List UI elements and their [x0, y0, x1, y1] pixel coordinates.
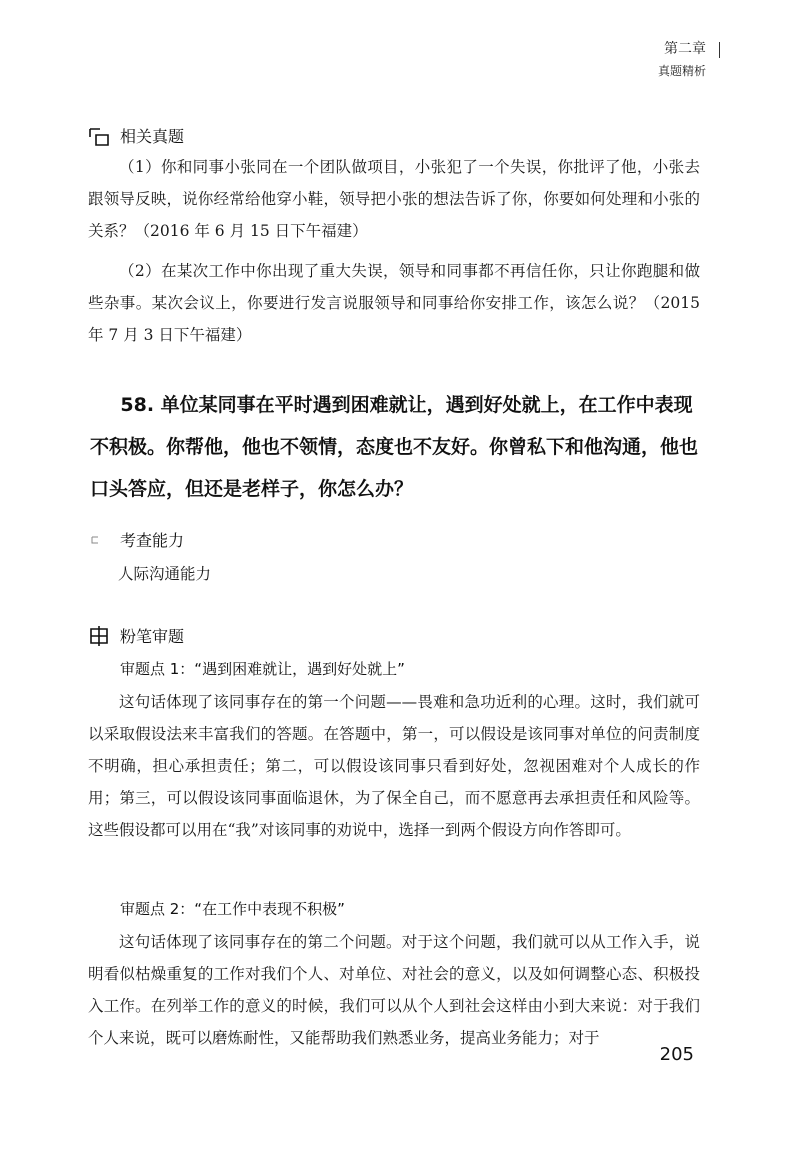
analysis-title: 粉笔审题: [120, 627, 185, 646]
ability-title: 考查能力: [120, 531, 185, 550]
ability-heading: [88, 528, 184, 551]
chapter-subtitle: 真题精析: [657, 64, 706, 78]
header-divider: [719, 42, 720, 58]
related-question-1: （1）你和同事小张同在一个团队做项目，小张犯了一个失误，你批评了他，小张去跟领导反映，说你经常给他穿小鞋，领导把小张的想法告诉了你，你要如何处理和小张的关系？（2016 年 6 月 15 日下午福建）: [88, 158, 700, 240]
review-point-2-title: 审题点 2：“在工作中表现不积极”: [120, 900, 345, 918]
page-number: 205: [659, 1044, 694, 1065]
review-point-1-title: 审题点 1：“遇到困难就让，遇到好处就上”: [120, 660, 405, 678]
related-questions-title: 相关真题: [120, 127, 185, 146]
ability-text: 人际沟通能力: [118, 565, 212, 583]
question-58: 58. 单位某同事在平时遇到困难就让，遇到好处就上，在工作中表现不积极。你帮他，他也不领情，态度也不友好。你曾私下和他沟通，他也口头答应，但还是老样子，你怎么办？: [90, 394, 699, 500]
related-questions-heading: [88, 124, 184, 147]
section-bracket-icon: [88, 125, 112, 147]
chapter-label: 第二章: [664, 41, 706, 57]
section-mark-icon: [88, 529, 112, 551]
review-point-2-text: 这句话体现了该同事存在的第二个问题。对于这个问题，我们就可以从工作入手，说明看似枯燥重复的工作对我们个人、对单位、对社会的意义，以及如何调整心态、积极投入工作。在列举工作的意义的时候，我们可以从个人到社会这样由小到大来说：对于我们个人来说，既可以磨炼耐性，又能帮助我们熟悉业务，提高业务能力；对于: [88, 933, 700, 1047]
related-question-2: （2）在某次工作中你出现了重大失误，领导和同事都不再信任你，只让你跑腿和做些杂事。某次会议上，你要进行发言说服领导和同事给你安排工作，该怎么说？（2015 年 7 月 3 日下午福建）: [88, 262, 700, 344]
review-point-1-text: 这句话体现了该同事存在的第一个问题——畏难和急功近利的心理。这时，我们就可以采取假设法来丰富我们的答题。在答题中，第一，可以假设是该同事对单位的问责制度不明确，担心承担责任；第二，可以假设该同事只看到好处，忽视困难对个人成长的作用；第三，可以假设该同事面临退休，为了保全自己，而不愿意再去承担责任和风险等。这些假设都可以用在“我”对该同事的劝说中，选择一到两个假设方向作答即可。: [88, 693, 700, 839]
section-grid-icon: [88, 625, 112, 647]
running-header: [658, 40, 706, 79]
analysis-heading: [88, 624, 184, 647]
